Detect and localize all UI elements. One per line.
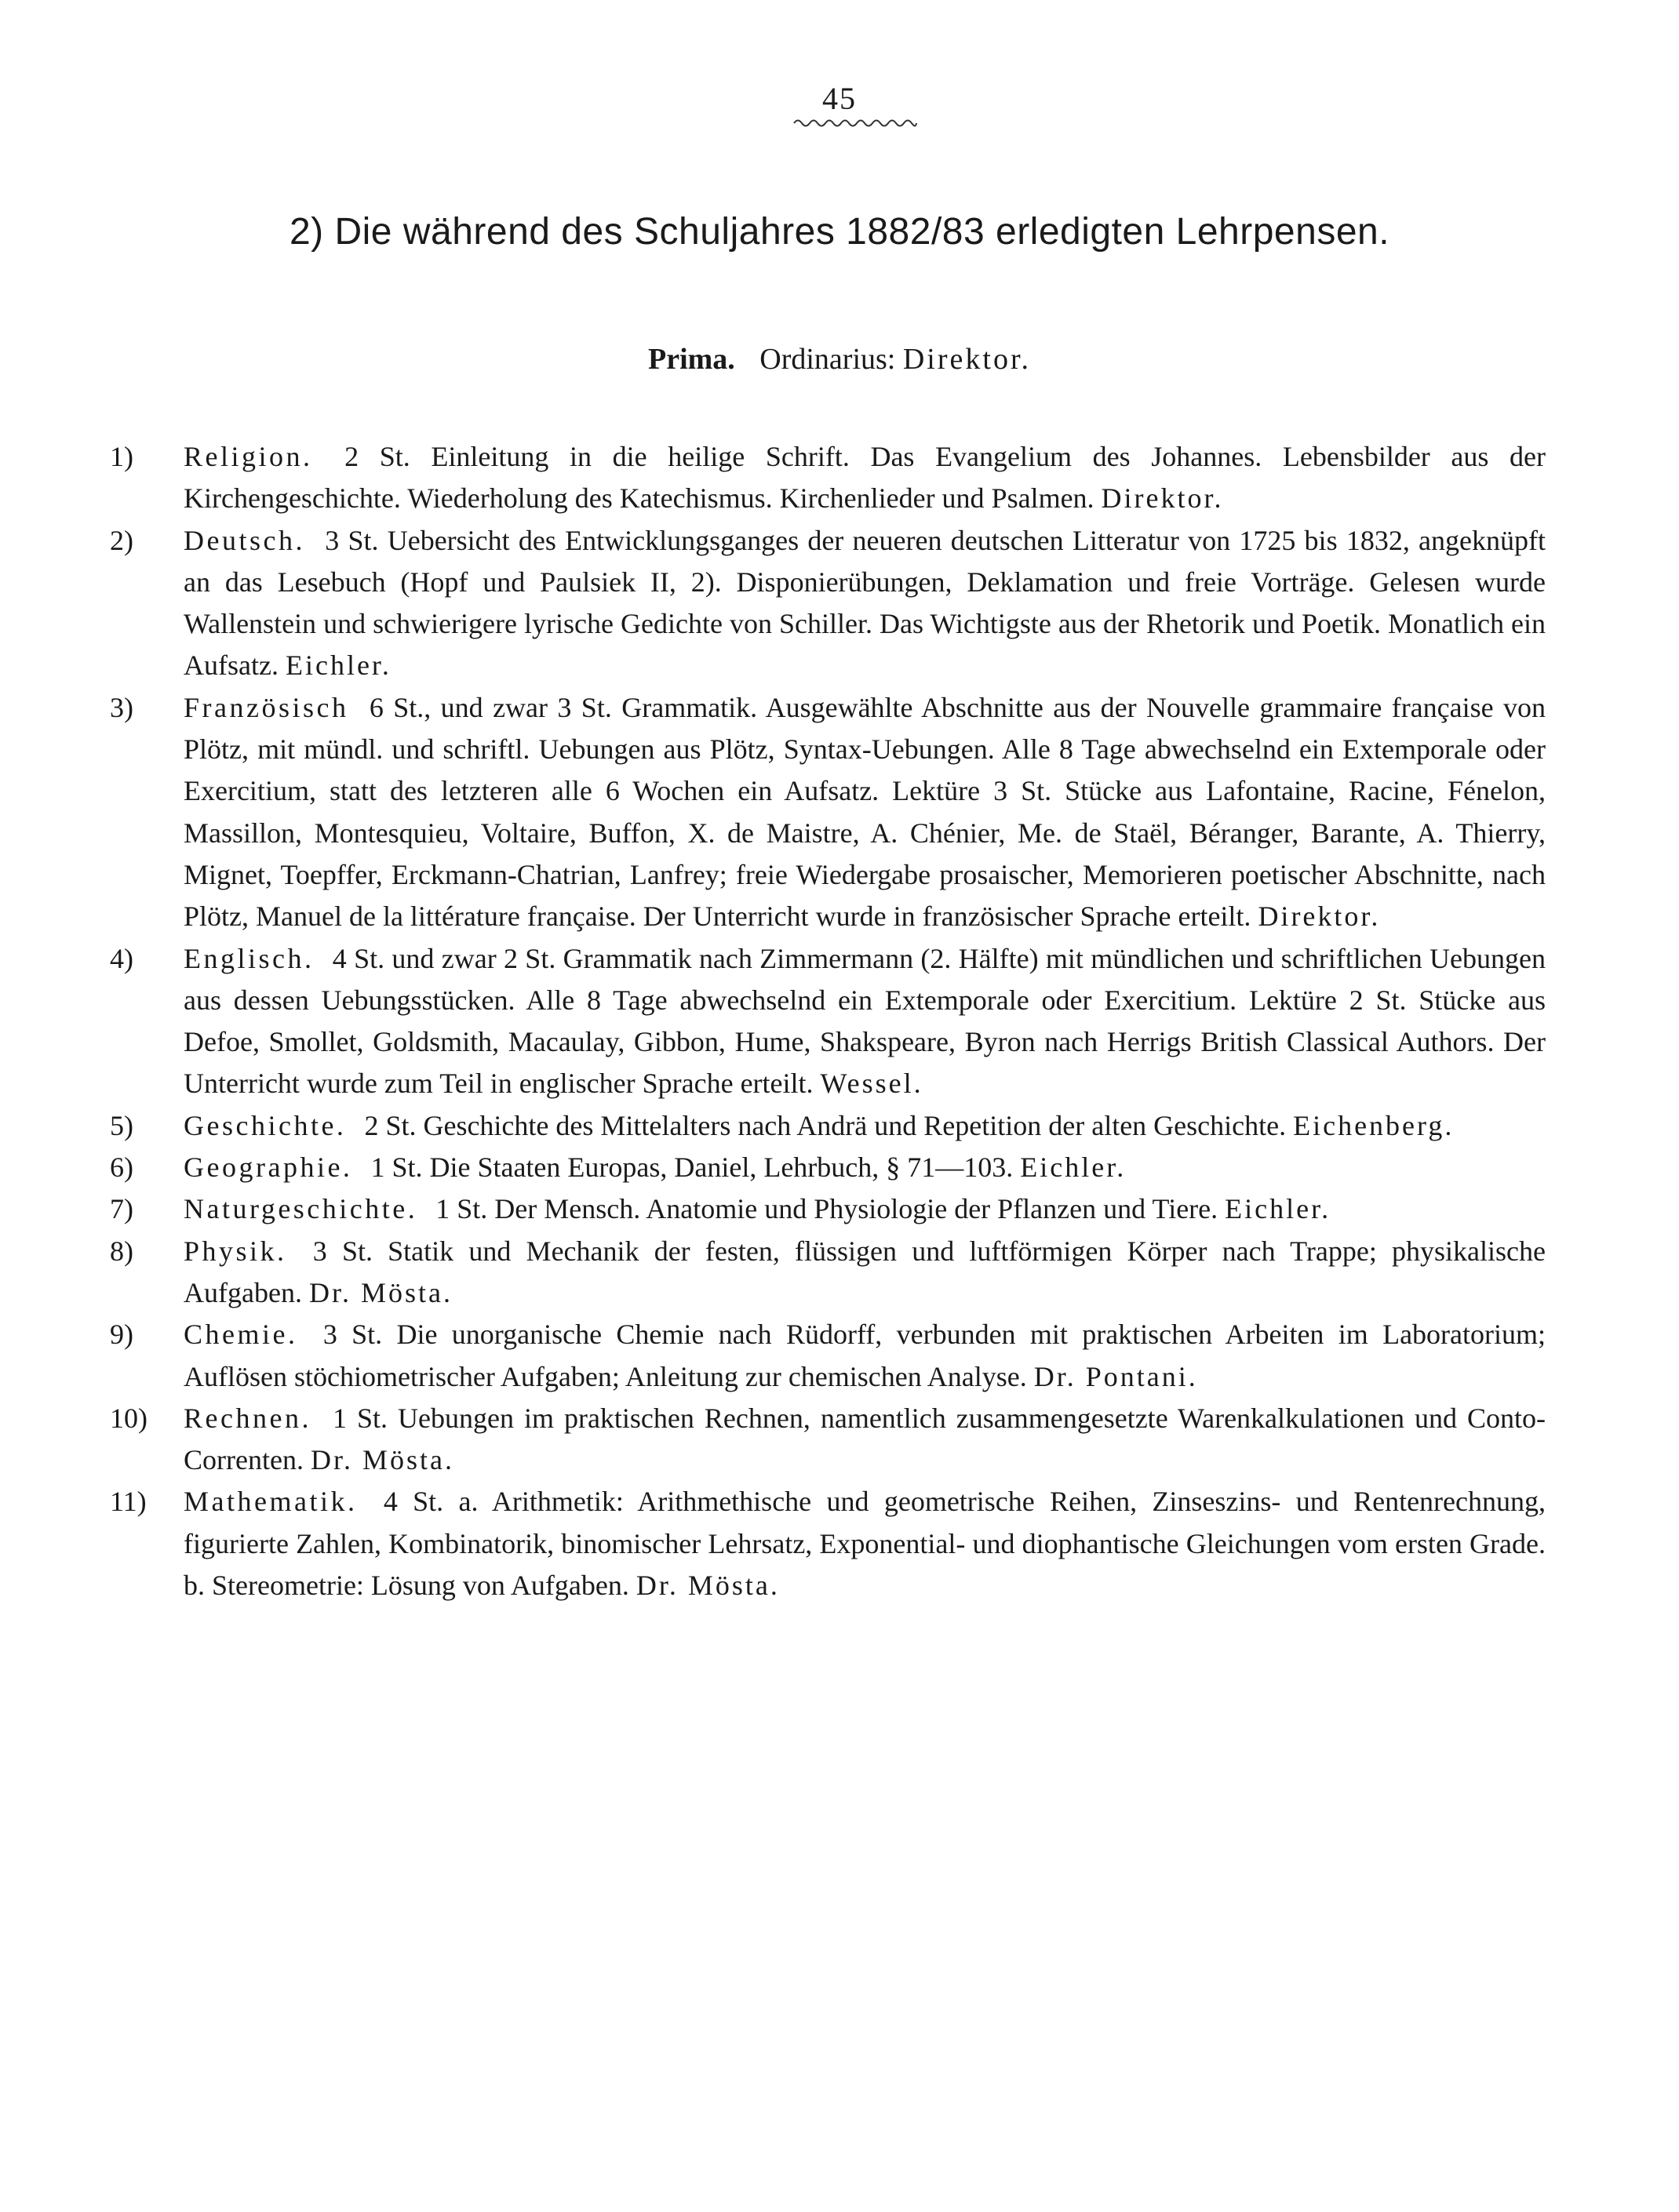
subject-name: Deutsch. — [184, 524, 305, 556]
subject-text: 1 St. Uebungen im praktischen Rechnen, namentlich zusammengesetzte Warenkalkulationen und Conto-Correnten. — [184, 1402, 1546, 1476]
ordinarius-label: Ordinarius: — [759, 343, 896, 376]
subject-name: Physik. — [184, 1235, 287, 1267]
subject-teacher: Eichler. — [1225, 1193, 1331, 1225]
subject-text: 6 St., und zwar 3 St. Grammatik. Ausgewählte Abschnitte aus der Nouvelle grammaire française von Plötz, mit mündl. und schriftl. Uebungen aus Plötz, Syntax-Uebungen. Alle 8 Tage abwechselnd ein Extemporale oder Exercitium, statt des letzteren alle 6 Wochen ein Aufsatz. Lektüre 3 St. Stücke aus Lafontaine, Racine, Fénelon, Massillon, Montesquieu, Voltaire, Buffon, X. de Maistre, A. Chénier, Me. de Staël, Béranger, Barante, A. Thierry, Mignet, Toepffer, Erckmann-Chatrian, Lanfrey; freie Wiedergabe prosaischer, Memorieren poetischer Abschnitte, nach Plötz, Manuel de la littérature française. Der Unterricht wurde in französischer Sprache erteilt. — [184, 691, 1546, 933]
subject-teacher: Dr. Mösta. — [310, 1444, 454, 1476]
subject-number: 7) — [110, 1193, 133, 1225]
subject-number: 2) — [110, 524, 133, 556]
subject-text: 2 St. Geschichte des Mittelalters nach Andrä und Repetition der alten Geschichte. — [364, 1109, 1287, 1141]
subject-item — [110, 1105, 1546, 1147]
subject-item — [110, 1481, 1546, 1606]
class-header — [0, 342, 1679, 377]
subject-teacher: Dr. Pontani. — [1033, 1360, 1198, 1392]
subject-teacher: Eichler. — [285, 649, 392, 682]
subject-number: 1) — [110, 441, 133, 472]
subject-number: 10) — [110, 1402, 148, 1434]
subject-teacher: Direktor. — [1101, 482, 1224, 515]
subject-text: 2 St. Einleitung in die heilige Schrift. Das Evangelium des Johannes. Lebensbilder aus der Kirchengeschichte. Wiederholung des Katechismus. Kirchenlieder und Psalmen. — [184, 441, 1546, 515]
subject-item — [110, 1147, 1546, 1188]
subject-text: 4 St. a. Arithmetik: Arithmethische und geometrische Reihen, Zinseszins- und Rentenrechnung, figurierte Zahlen, Kombinatorik, binomischer Lehrsatz, Exponential- und diophantische Gleichungen vom ersten Grade. b. Stereometrie: Lösung von Aufgaben. — [184, 1486, 1546, 1602]
subject-item — [110, 436, 1546, 520]
subject-name: Chemie. — [184, 1319, 298, 1351]
subject-teacher: Eichenberg. — [1293, 1109, 1455, 1141]
subject-name: Rechnen. — [184, 1402, 311, 1434]
subject-number: 5) — [110, 1109, 133, 1141]
subject-item — [110, 520, 1546, 687]
subject-name: Englisch. — [184, 942, 315, 974]
subject-text: 1 St. Der Mensch. Anatomie und Physiologie der Pflanzen und Tiere. — [435, 1193, 1218, 1225]
subject-text: 3 St. Uebersicht des Entwicklungsganges der neueren deutschen Litteratur von 1725 bis 1832, angeknüpft an das Lesebuch (Hopf und Paulsiek II, 2). Disponierübungen, Deklamation und freie Vorträge. Gelesen wurde Wallenstein und schwierigere lyrische Gedichte von Schiller. Das Wichtigste aus der Rhetorik und Poetik. Monatlich ein Aufsatz. — [184, 524, 1546, 682]
class-name: Prima. — [647, 343, 735, 376]
subject-item — [110, 1231, 1546, 1315]
subject-number: 6) — [110, 1151, 133, 1184]
subject-item — [110, 687, 1546, 938]
page-heading: 2) Die während des Schuljahres 1882/83 erledigten Lehrpensen. — [289, 211, 1390, 253]
subject-name: Geographie. — [184, 1151, 353, 1184]
subject-number: 3) — [110, 691, 133, 723]
subject-text: 3 St. Die unorganische Chemie nach Rüdorff, verbunden mit praktischen Arbeiten im Laboratorium; Auflösen stöchiometrischer Aufgaben; Anleitung zur chemischen Analyse. — [184, 1319, 1546, 1392]
subject-item — [110, 1314, 1546, 1398]
subject-item — [110, 1188, 1546, 1230]
subject-number: 8) — [110, 1235, 133, 1267]
subject-text: 1 St. Die Staaten Europas, Daniel, Lehrbuch, § 71—103. — [370, 1151, 1014, 1184]
subject-item — [110, 938, 1546, 1105]
subject-item — [110, 1398, 1546, 1482]
page-number: 45 — [822, 81, 857, 116]
subject-number: 4) — [110, 942, 133, 974]
subject-number: 9) — [110, 1319, 133, 1351]
subject-name: Naturgeschichte. — [184, 1193, 418, 1225]
subject-text: 4 St. und zwar 2 St. Grammatik nach Zimmermann (2. Hälfte) mit mündlichen und schriftlichen Uebungen aus dessen Uebungsstücken. Alle 8 Tage abwechselnd ein Extemporale oder Exercitium. Lektüre 2 St. Stücke aus Defoe, Smollet, Goldsmith, Macaulay, Gibbon, Hume, Shakspeare, Byron nach Herrigs British Classical Authors. Der Unterricht wurde zum Teil in englischer Sprache erteilt. — [184, 942, 1546, 1100]
subject-teacher: Wessel. — [820, 1068, 923, 1100]
subject-name: Religion. — [184, 441, 313, 472]
subject-name: Mathematik. — [184, 1486, 358, 1518]
subject-name: Französisch — [184, 691, 349, 723]
subject-list — [110, 436, 1546, 1606]
subject-teacher: Dr. Mösta. — [308, 1276, 453, 1308]
subject-name: Geschichte. — [184, 1109, 347, 1141]
subject-number: 11) — [110, 1486, 147, 1518]
subject-teacher: Dr. Mösta. — [636, 1570, 780, 1602]
subject-text: 3 St. Statik und Mechanik der festen, flüssigen und luftförmigen Körper nach Trappe; physikalische Aufgaben. — [184, 1235, 1546, 1308]
ordinarius-name: Direktor. — [902, 343, 1031, 376]
subject-teacher: Direktor. — [1258, 900, 1381, 933]
wavy-rule-ornament — [792, 116, 918, 130]
subject-teacher: Eichler. — [1020, 1151, 1127, 1184]
